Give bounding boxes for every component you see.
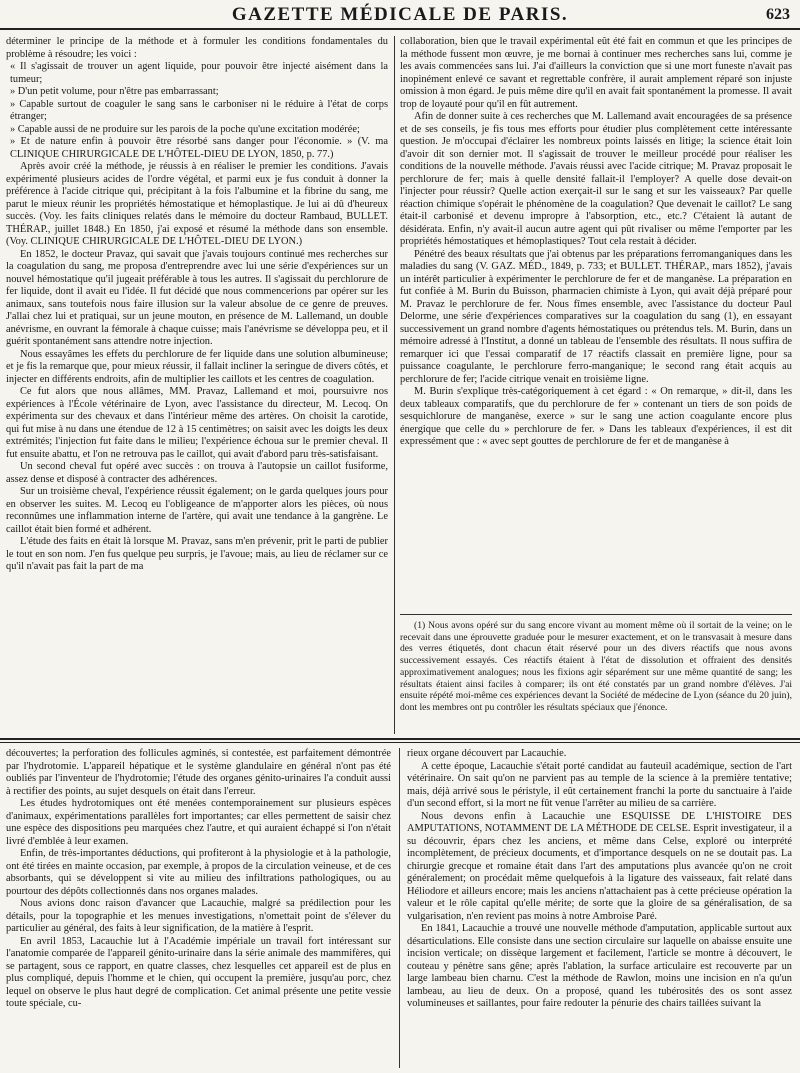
footnote bbox=[400, 620, 792, 732]
paragraph: découvertes; la perforation des follicules agminés, si contestée, est parfaitement démontrée par l'hydrotomie. L'appareil hépatique et le système glandulaire en général n'ont pas été oubliés par l'inventeur de l'hydrotomie; l'étude des organes génito-urinaires l'a conduit aussi à rectifier des points, au sujet desquels on était dans l'erreur. bbox=[6, 748, 391, 797]
footnote-text: (1) Nous avons opéré sur du sang encore vivant au moment même où il sortait de la veine; on le recevait dans une éprouvette graduée pour le mesurer exactement, et on le transvasait à mesure dans des verres étiquetés, dont chacun était réservé pour un des divers réactifs que nous avons successivement essayés. Ces réactifs étaient à l'état de dissolution et offraient des densités approximativement analogues; nous les fixions agir séparément sur une même quantité de sang; les résultats étaient ainsi faciles à comparer; ils ont été constatés par un grand nombre d'élèves. J'ai ensuite répété moi-même ces expériences devant la Société de médecine de Lyon (séance du 20 juin), dont les membres ont pu contrôler les résultats spéciaux que j'énonce. bbox=[400, 620, 792, 713]
paragraph: Nous essayâmes les effets du perchlorure de fer liquide dans une solution albumineuse; et je fis la remarque que, pour mieux réussir, il fallait incliner la seringue de divers côtés, et injecter en différents endroits, afin de multiplier les caillots et les centres de coagulation. bbox=[6, 348, 388, 385]
paragraph: Les études hydrotomiques ont été menées contemporainement sur plusieurs espèces d'animaux, expérimentations parallèles fort importantes; car elles permettent de saisir chez une espèce des dispositions peu marquées chez l'autre, et qui auraient échappé si l'on n'était livré d'emblée à leur examen. bbox=[6, 798, 391, 847]
footnote-rule bbox=[400, 614, 792, 615]
paragraph: En 1852, le docteur Pravaz, qui savait que j'avais toujours continué mes recherches sur la coagulation du sang, me proposa d'entreprendre avec lui une série d'expériences sur un nouvel hémostatique qu'il jugeait préférable à tous les autres. Il s'agissait du perchlorure de fer liquide, dont il avait eu l'idée. Il fut décidé que nous commencerions par opérer sur les animaux, sans toutefois nous faire illusion sur la valeur absolue de ce genre de preuves. J'allai chez lui et pratiquai, sur un jeune mouton, en présence de M. Lallemand, un double anévrisme, en ouvrant la fémorale à chaque cuisse; mais l'anévrisme se développa peu, et il guérit spontanément sans attendre notre injection. bbox=[6, 248, 388, 347]
masthead bbox=[0, 0, 800, 26]
paragraph: M. Burin s'explique très-catégoriquement à cet égard : « On remarque, » dit-il, dans les deux tableaux comparatifs, que du perchlorure de fer » contenant un tiers de son poids de sesquichlorure de manganèse, exerce » sur le sang une action coagulante encore plus énergique que celle du » perchlorure de fer. » Dans les tableaux d'expériences, il est dit expressément que : « avec sept gouttes de perchlorure de fer et de manganèse à bbox=[400, 386, 792, 447]
paragraph: Enfin, de très-importantes déductions, qui profiteront à la physiologie et à la pathologie, ont été tirées en mainte occasion, par exemple, à propos de la circulation veineuse, et de ces absorbants, qui se développent si vite au milieu des infiltrations pathologiques, ou au pourtour des dépôts collectionnés dans nos organes malades. bbox=[6, 848, 391, 897]
article-column-1 bbox=[6, 36, 388, 729]
paragraph: En 1841, Lacauchie a trouvé une nouvelle méthode d'amputation, applicable surtout aux désarticulations. Elle consiste dans une section circulaire sur laquelle on abaisse ensuite une incision verticale; on dissèque largement et facilement, l'article se montre à découvert, le couteau y pénètre sans gêne; après l'ablation, la surface articulaire est recouverte par un large lambeau bien charnu. C'est la méthode de Rawlon, moins une incision en n'a qu'un lambeau, au lieu de deux. On a proposé, quand les tubérosités des os sont assez volumineuses et saillantes, pour faire redouter la pénurie des chairs taillées suivant la bbox=[407, 923, 792, 1009]
quote-line: » Capable surtout de coaguler le sang sans le carboniser ni le réduire à l'état de corps étranger; bbox=[10, 98, 388, 122]
paragraph: Après avoir créé la méthode, je réussis à en réaliser le premier les conditions. J'avais expérimenté plusieurs acides de l'ordre végétal, et parmi eux je fus conduit à donner la préférence à l'acide citrique qui, précipitant à la fois l'albumine et la fibrine du sang, me parut le mieux réunir les propriétés hémostatique et hémoplastique. Je lui ai dû d'heureux succès. (Voy. les faits cliniques relatés dans le mémoire du docteur Rambaud, BULLET. THÉRAP., juillet 1848.) En 1850, j'ai exposé et résumé la méthode dans son ensemble. (Voy. CLINIQUE CHIRURGICALE DE L'HÔTEL-DIEU DE LYON.) bbox=[6, 161, 388, 247]
quote-line: « Il s'agissait de trouver un agent liquide, pour pouvoir être injecté aisément dans la tumeur; bbox=[10, 61, 388, 85]
paragraph: Un second cheval fut opéré avec succès : on trouva à l'autopsie un caillot fusiforme, assez dense et disposé à contracter des adhérences. bbox=[6, 461, 388, 485]
paragraph: L'étude des faits en était là lorsque M. Pravaz, sans m'en prévenir, prit le parti de publier le tout en son nom. J'en fus quelque peu surpris, je l'avoue; mais, au lieu de réclamer sur ce qu'il n'avait pas fait la part de ma bbox=[6, 536, 388, 572]
masthead-rule bbox=[0, 28, 800, 30]
paragraph: Pénétré des beaux résultats que j'ai obtenus par les préparations ferromanganiques dans les maladies du sang (V. GAZ. MÉD., 1849, p. 733; et BULLET. THÉRAP., mars 1852), j'avais un intérêt particulier à expérimenter le perchlorure de fer et de manganèse. La préparation en fut confiée à M. Burin du Buisson, pharmacien chimiste à Lyon, qui avait déjà préparé pour M. Pravaz le perchlorure de fer. Nous fîmes ensemble, avec l'assistance du docteur Paul Delorme, une série d'expériences comparatives sur la coagulation du sang (1), en essayant successivement un grand nombre d'agents hémostatiques ou prétendus tels. M. Burin, dans un mémoire adressé à l'Institut, a donné un tableau de l'ensemble des résultats. Il nous suffira de remarquer ici que l'essai comparatif de 17 réactifs classait en première ligne, pour sa puissance coagulante, le perchlorure ferro-manganique; le second rang était acquis au perchlorure de fer; l'acide citrique venait en troisième ligne. bbox=[400, 248, 792, 385]
paragraph: Nous devons enfin à Lacauchie une ESQUISSE DE L'HISTOIRE DES AMPUTATIONS, NOTAMMENT DE LA MÉTHODE DE CELSE. Esprit investigateur, il a su découvrir, épars chez les anciens, et même dans Celse, exploré ou interprété incomplètement, de précieux documents, et d'importance desquels on ne se doutait pas. La chirurgie grecque et romaine était dans l'art des amputations plus avancée qu'on ne croit généralement; on procédait même quelquefois à la ligature des vaisseaux, fait relaté dans Héliodore et ailleurs encore; mais les anciens n'attachaient pas à cette précieuse opération la valeur et le rôle capital qu'elle mérite; de sorte que la gloire de sa généralisation, de sa vulgarisation, n'en revient pas moins à notre Ambroise Paré. bbox=[407, 810, 792, 922]
section-rule-thick bbox=[0, 738, 800, 740]
quote-line: » Capable aussi de ne produire sur les parois de la poche qu'une excitation modérée; bbox=[10, 123, 360, 135]
journal-title: GAZETTE MÉDICALE DE PARIS. bbox=[231, 4, 569, 25]
paragraph: collaboration, bien que le travail expérimental eût été fait en commun et que les principes de la méthode fussent mon œuvre, je me bornai à continuer mes recherches sans lui, comme je les avais commencées sans lui. J'ai d'ailleurs la conviction que si une mort funeste n'avait pas inopinément enlevé ce savant et regrettable confrère, il aurait amplement réparé son injuste omission à mon égard. Je puis même dire qu'il en avait fait spontanément la promesse. Il avait trop de loyauté pour qu'il en fût autrement. bbox=[400, 36, 792, 110]
section-rule-thin bbox=[0, 742, 800, 743]
column-divider bbox=[399, 748, 400, 1068]
feuilleton-column-1 bbox=[6, 748, 391, 1068]
quote-line: » Et de nature enfin à pouvoir être résorbé sans danger pour l'économie. » (V. ma CLINIQUE CHIRURGICALE DE L'HÔTEL-DIEU DE LYON, 1850, p. 77.) bbox=[10, 136, 388, 160]
paragraph: Afin de donner suite à ces recherches que M. Lallemand avait encouragées de sa présence et de ses conseils, je fis tous mes efforts pour étudier plus complètement cette intéressante question. Je m'occupai d'éclairer les nombreux points laissés en litige; la science était loin d'avoir dit son dernier mot. Il s'agissait de trouver le meilleur procédé pour réaliser les conditions de la nouvelle méthode. J'avais réussi avec l'acide citrique; M. Pravaz proposait le perchlorure de fer; mais à quelle densité fallait-il l'employer? A quelle dose devait-on l'injecter pour réussir? Quelle action exerçait-il sur le sang et sur les vaisseaux? Par quelle réaction chimique s'opérait le phénomène de la coagulation? Que devenait le caillot? Le sang était-il carbonisé et devenu impropre à l'absorption, etc., etc.? C'étaient là autant de désidérata. Enfin, n'y avait-il aucun autre agent qui pût rivaliser ou même l'emporter par les propriétés hémostatiques et hémoplastiques? Tout cela restait à décider. bbox=[400, 111, 792, 247]
quote-line: » D'un petit volume, pour n'être pas embarrassant; bbox=[10, 86, 219, 97]
column-divider bbox=[394, 36, 395, 734]
paragraph: Nous avions donc raison d'avancer que Lacauchie, malgré sa prédilection pour les détails, pour la topographie et les menues investigations, n'omettait point de s'élever du particulier au général, des faits à leur signification, de la matière à l'esprit. bbox=[6, 898, 391, 934]
paragraph: Ce fut alors que nous allâmes, MM. Pravaz, Lallemand et moi, poursuivre nos expériences à l'École vétérinaire de Lyon, avec l'assistance du directeur, M. Lecoq. On expérimenta sur des chevaux et dans l'intérieur même des artères. On choisit la carotide, qui fut mise à nu dans une étendue de 12 à 15 centimètres; on saisit avec les doigts les deux extrémités; l'injection fut faite dans le milieu; l'expérience échoua sur le premier cheval. Il fut ensuite abattu, et l'on ne retrouva pas le caillot, qui avait d'abord paru très-satisfaisant. bbox=[6, 386, 388, 460]
page-number: 623 bbox=[766, 6, 790, 23]
paragraph: A cette époque, Lacauchie s'était porté candidat au fauteuil académique, section de l'art vétérinaire. On sait qu'on ne parvient pas au temple de la science à la première tentative; mais, déjà arrivé sous le péristyle, il eût certainement franchi la porte du sanctuaire à l'aide d'un second effort, si la mort ne fût venue l'arrêter au milieu de sa carrière. bbox=[407, 760, 792, 809]
feuilleton-column-2 bbox=[407, 748, 792, 1068]
paragraph: déterminer le principe de la méthode et à formuler les conditions fondamentales du problème à résoudre; les voici : bbox=[6, 36, 388, 60]
paragraph: En avril 1853, Lacauchie lut à l'Académie impériale un travail fort intéressant sur l'anatomie comparée de l'appareil génito-urinaire dans la série animale des mammifères, qui se partagent, sous ce rapport, en quatre classes, chez lesquelles cet appareil est de plus en plus compliqué, depuis l'homme et le chien, qui occupent la première, jusqu'au porc, chez lequel on observe le plus haut degré de complication. Cet animal présente une petite vessie toute spéciale, cu- bbox=[6, 935, 391, 1009]
paragraph: rieux organe découvert par Lacauchie. bbox=[407, 748, 567, 759]
article-column-2 bbox=[400, 36, 792, 610]
paragraph: Sur un troisième cheval, l'expérience réussit également; on le garda quelques jours pour en observer les suites. M. Lecoq eu l'obligeance de m'apporter alors les pièces, où nous reconnûmes une inflammation interne de l'artère, qui avait une tendance à la gangrène. Le caillot était bien formé et adhérent. bbox=[6, 486, 388, 535]
